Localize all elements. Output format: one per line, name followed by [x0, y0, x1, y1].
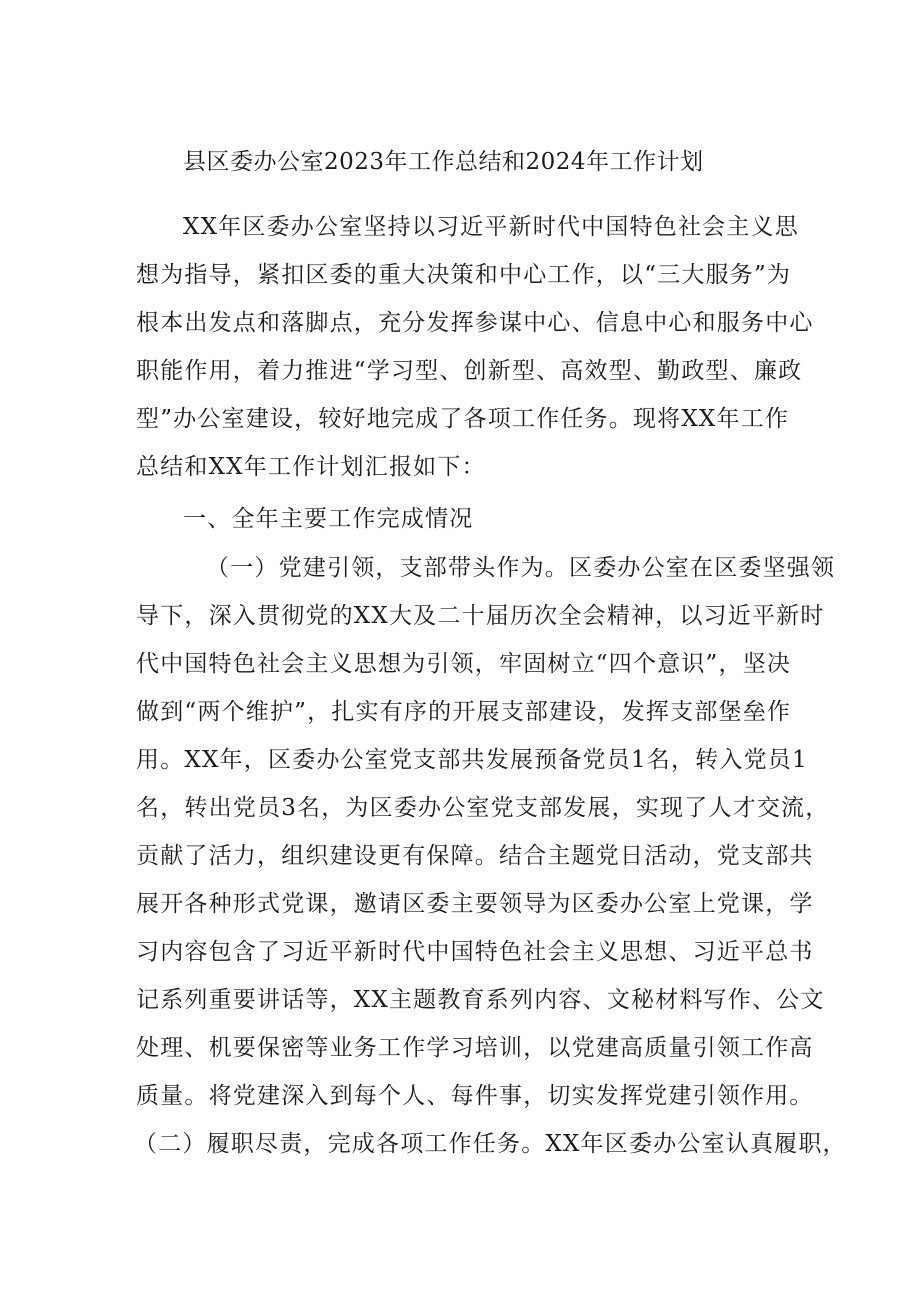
- paragraph-line: 做到“两个维护”，扎实有序的开展支部建设，发挥支部堡垒作: [136, 699, 792, 725]
- paragraph-line: 名，转出党员3名，为区委办公室党支部发展，实现了人才交流，: [136, 795, 830, 821]
- paragraph-line: 代中国特色社会主义思想为引领，牢固树立“四个意识”，坚决: [136, 651, 792, 677]
- paragraph-line: 根本出发点和落脚点，充分发挥参谋中心、信息中心和服务中心: [136, 310, 814, 336]
- paragraph-line: 质量。将党建深入到每个人、每件事，切实发挥党建引领作用。: [136, 1083, 814, 1109]
- paragraph-line: （一）党建引领，支部带头作为。区委办公室在区委坚强领: [206, 555, 836, 581]
- paragraph-line: 总结和XX年工作计划汇报如下：: [136, 454, 486, 480]
- paragraph-line: XX年区委办公室坚持以习近平新时代中国特色社会主义思: [183, 214, 799, 240]
- paragraph-line: 职能作用，着力推进“学习型、创新型、高效型、勤政型、廉政: [136, 358, 803, 384]
- document-title: 县区委办公室2023年工作总结和2024年工作计划: [183, 149, 704, 175]
- paragraph-line: 习内容包含了习近平新时代中国特色社会主义思想、习近平总书: [136, 939, 814, 965]
- section-heading: 一、全年主要工作完成情况: [183, 506, 474, 532]
- paragraph-line: 型”办公室建设，较好地完成了各项工作任务。现将XX年工作: [136, 406, 790, 432]
- paragraph-line: 想为指导，紧扣区委的重大决策和中心工作，以“三大服务”为: [136, 262, 792, 288]
- paragraph-line: 用。XX年，区委办公室党支部共发展预备党员1名，转入党员1: [136, 747, 808, 773]
- paragraph-line: （二）履职尽责，完成各项工作任务。XX年区委办公室认真履职，: [134, 1131, 847, 1157]
- paragraph-line: 导下，深入贯彻党的XX大及二十届历次全会精神，以习近平新时: [136, 603, 825, 629]
- paragraph-line: 贡献了活力，组织建设更有保障。结合主题党日活动，党支部共: [136, 843, 814, 869]
- paragraph-line: 记系列重要讲话等，XX主题教育系列内容、文秘材料写作、公文: [136, 987, 825, 1013]
- paragraph-line: 处理、机要保密等业务工作学习培训，以党建高质量引领工作高: [136, 1035, 814, 1061]
- paragraph-line: 展开各种形式党课，邀请区委主要领导为区委办公室上党课，学: [136, 891, 814, 917]
